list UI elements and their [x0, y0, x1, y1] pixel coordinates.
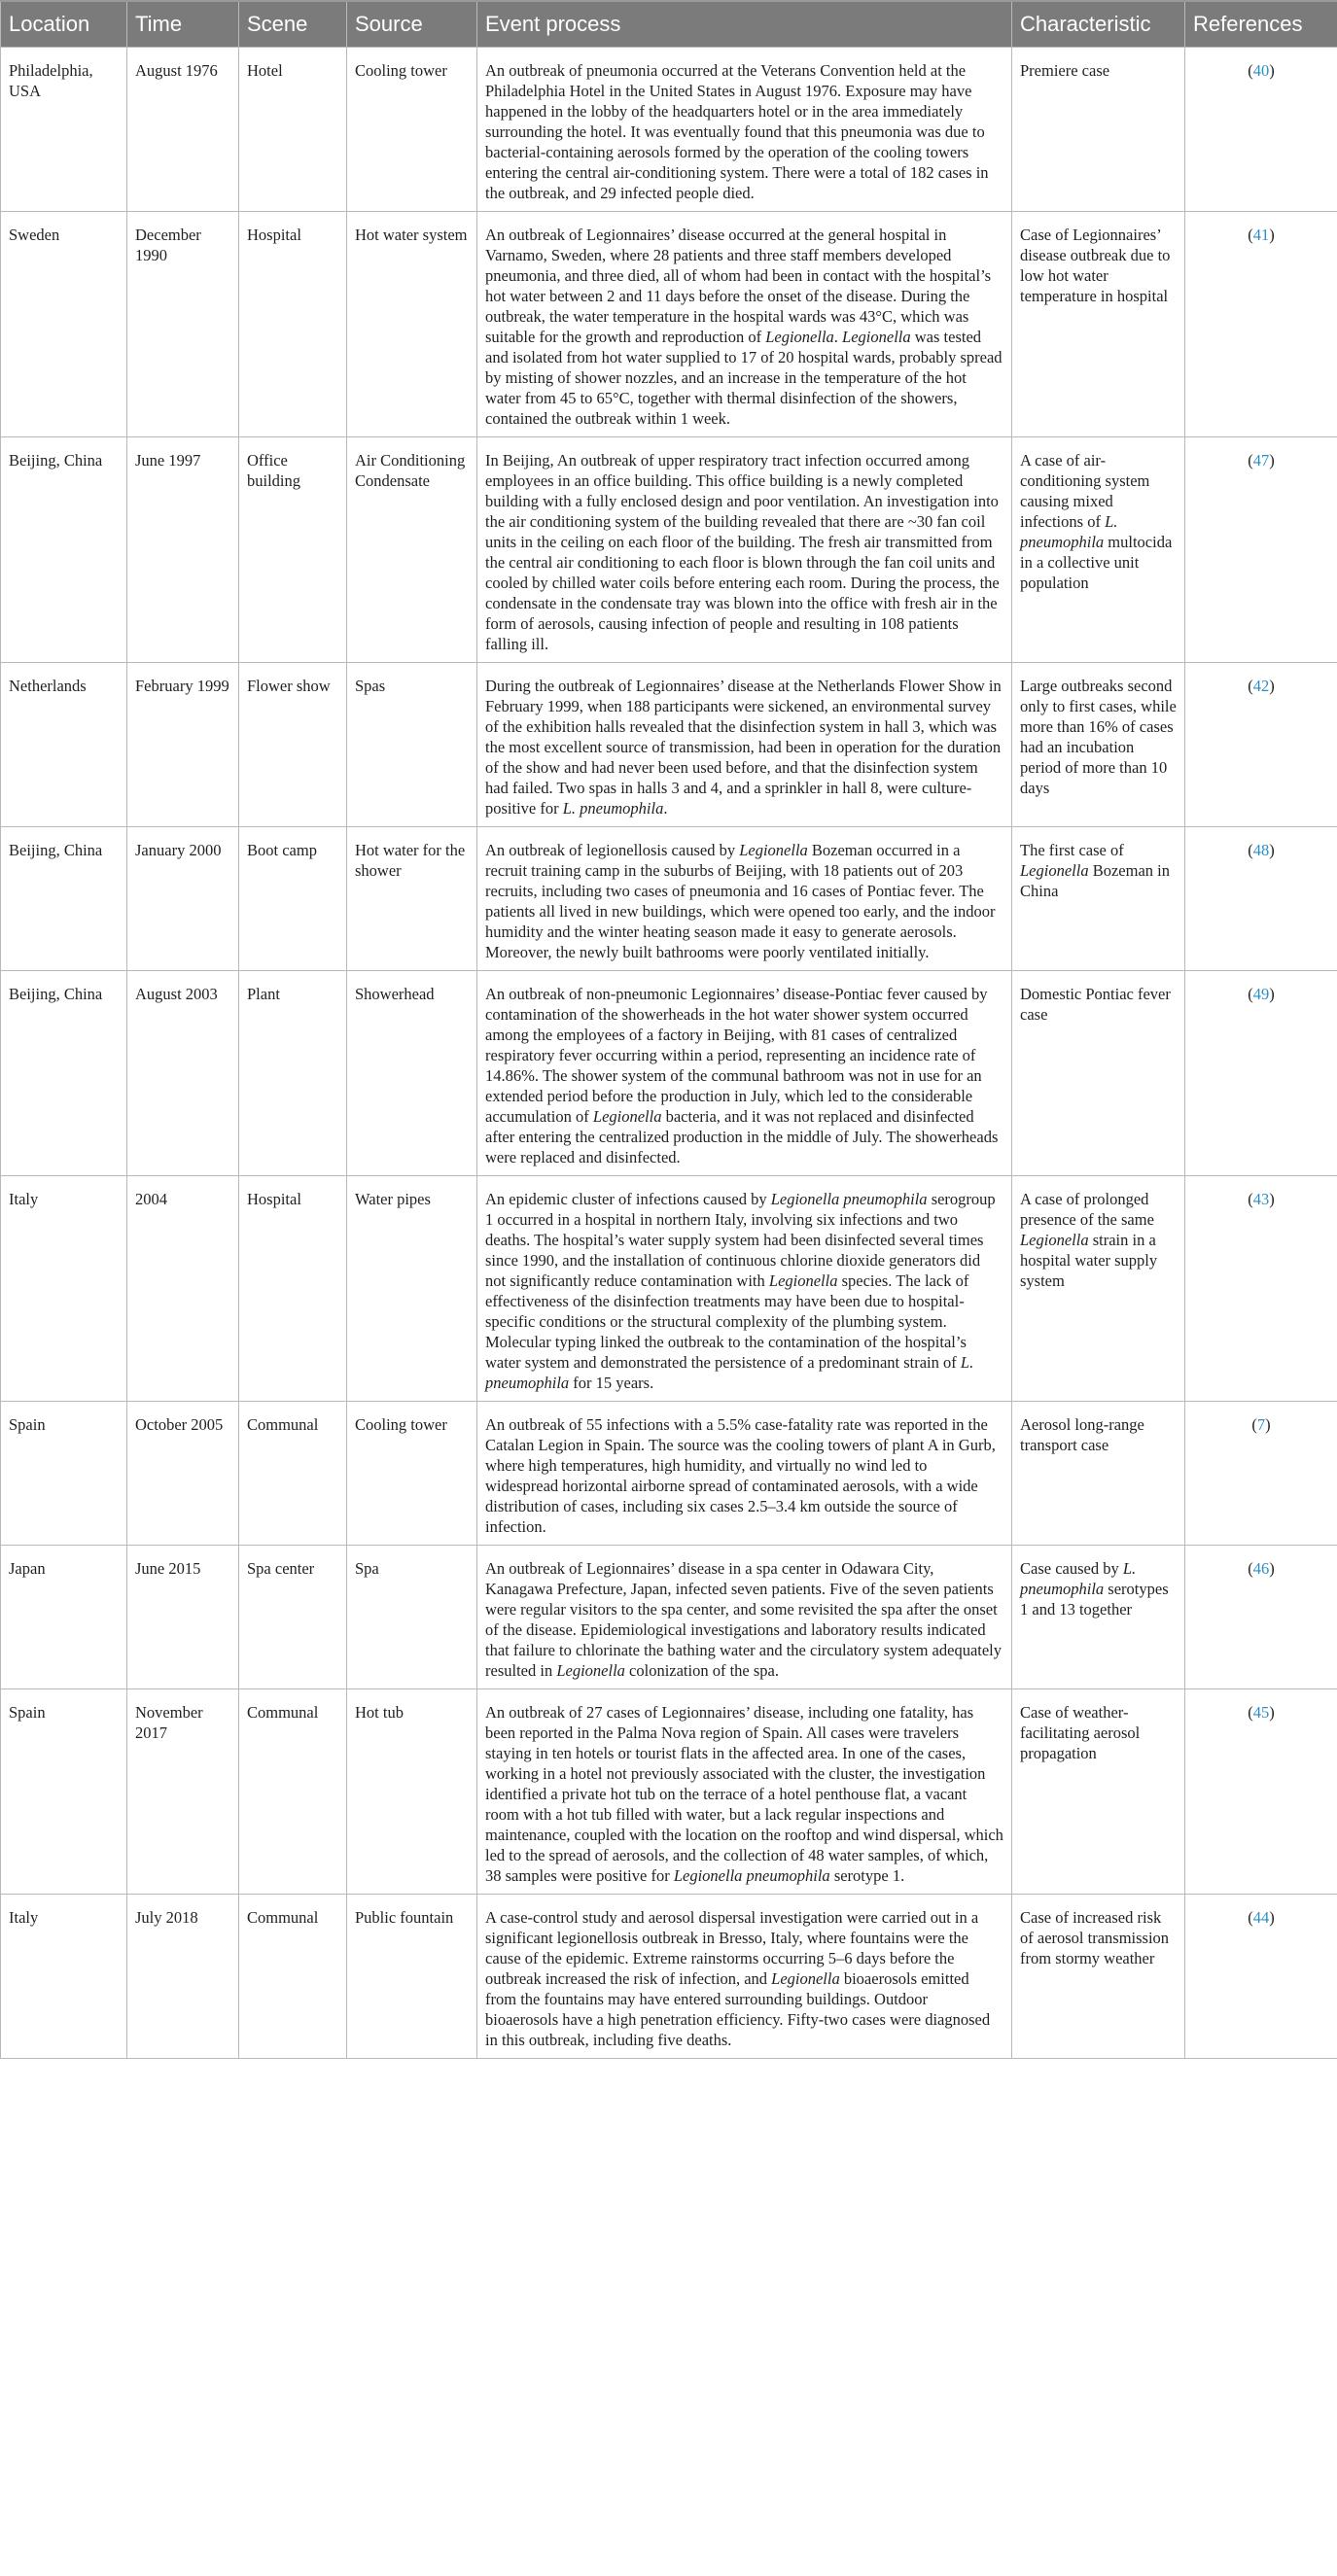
cell-characteristic: Aerosol long-range transport case	[1012, 1402, 1185, 1546]
cell-time: February 1999	[127, 663, 239, 827]
cell-event-process: An outbreak of pneumonia occurred at the Veterans Convention held at the Philadelphia Hotel in the United States in August 1976. Exposure may have happened in the lobby of the headquarters hotel or in the area immediately surrounding the hotel. It was eventually found that this pneumonia was due to bacterial-containing aerosols formed by the operation of the cooling towers entering the central air-conditioning system. There were a total of 182 cases in the outbreak, and 29 infected people died.	[477, 48, 1012, 212]
table-row	[1, 971, 1337, 1176]
cell-time: June 1997	[127, 437, 239, 663]
table-row	[1, 437, 1337, 663]
cell-location: Beijing, China	[1, 437, 127, 663]
reference-link[interactable]: 47	[1252, 451, 1270, 470]
cell-characteristic: The first case of Legionella Bozeman in China	[1012, 827, 1185, 971]
table-row	[1, 663, 1337, 827]
cell-scene: Communal	[239, 1895, 347, 2059]
cell-event-process: In Beijing, An outbreak of upper respiratory tract infection occurred among employees in an office building. This office building is a newly completed building with a fully enclosed design and poor ventilation. An investigation into the air conditioning system of the building revealed that there are ~30 fan coil units in the ceiling on each floor of the building. The fresh air transmitted from the central air conditioning to each floor is blown through the fan coil units and cooled by chilled water coils before entering each room. During the process, the condensate in the condensate tray was blown into the office with fresh air in the form of aerosols, causing infection of people and resulting in 108 patients falling ill.	[477, 437, 1012, 663]
cell-event-process: An outbreak of 55 infections with a 5.5% case-fatality rate was reported in the Catalan Legion in Spain. The source was the cooling towers of plant A in Gurb, where high temperatures, high humidity, and virtually no wind led to widespread horizontal airborne spread of contaminated aerosols, with a wide distribution of cases, including six cases 2.5–3.4 km outside the source of infection.	[477, 1402, 1012, 1546]
cell-location: Spain	[1, 1402, 127, 1546]
cell-reference: (48)	[1185, 827, 1337, 971]
cell-source: Cooling tower	[347, 48, 477, 212]
cell-source: Showerhead	[347, 971, 477, 1176]
cell-event-process: An outbreak of Legionnaires’ disease occurred at the general hospital in Varnamo, Sweden, where 28 patients and three staff members developed pneumonia, and three died, all of whom had been in contact with the hospital’s hot water between 2 and 11 days before the onset of the disease. During the outbreak, the water temperature in the hospital wards was 43°C, which was suitable for the growth and reproduction of Legionella. Legionella was tested and isolated from hot water supplied to 17 of 20 hospital wards, probably spread by misting of shower nozzles, and an increase in the temperature of the hot water from 45 to 65°C, together with thermal disinfection of the showers, contained the outbreak within 1 week.	[477, 212, 1012, 437]
header-source: Source	[347, 1, 477, 48]
cell-source: Water pipes	[347, 1176, 477, 1402]
cell-scene: Hotel	[239, 48, 347, 212]
cell-location: Beijing, China	[1, 827, 127, 971]
header-scene: Scene	[239, 1, 347, 48]
cell-reference: (40)	[1185, 48, 1337, 212]
cell-characteristic: A case of prolonged presence of the same Legionella strain in a hospital water supply system	[1012, 1176, 1185, 1402]
header-event-process: Event process	[477, 1, 1012, 48]
cell-location: Netherlands	[1, 663, 127, 827]
cell-scene: Flower show	[239, 663, 347, 827]
cell-scene: Communal	[239, 1402, 347, 1546]
cell-characteristic: Large outbreaks second only to first cases, while more than 16% of cases had an incubation period of more than 10 days	[1012, 663, 1185, 827]
cell-time: 2004	[127, 1176, 239, 1402]
cell-time: July 2018	[127, 1895, 239, 2059]
header-references: References	[1185, 1, 1337, 48]
cell-reference: (43)	[1185, 1176, 1337, 1402]
cell-characteristic: Domestic Pontiac fever case	[1012, 971, 1185, 1176]
cell-time: October 2005	[127, 1402, 239, 1546]
table-row	[1, 1176, 1337, 1402]
cell-source: Hot water system	[347, 212, 477, 437]
header-location: Location	[1, 1, 127, 48]
cell-characteristic: Case caused by L. pneumophila serotypes 1 and 13 together	[1012, 1546, 1185, 1689]
cell-source: Cooling tower	[347, 1402, 477, 1546]
cell-location: Beijing, China	[1, 971, 127, 1176]
cell-characteristic: Case of weather-facilitating aerosol propagation	[1012, 1689, 1185, 1895]
reference-link[interactable]: 7	[1256, 1415, 1266, 1434]
table-row	[1, 212, 1337, 437]
cell-characteristic: Case of increased risk of aerosol transmission from stormy weather	[1012, 1895, 1185, 2059]
cell-event-process: An epidemic cluster of infections caused by Legionella pneumophila serogroup 1 occurred in a hospital in northern Italy, involving six infections and two deaths. The hospital’s water supply system had been disinfected several times since 1990, and the installation of continuous chlorine dioxide generators did not significantly reduce contamination with Legionella species. The lack of effectiveness of the disinfection treatments may have been due to hospital-specific conditions or the structural complexity of the plumbing system. Molecular typing linked the outbreak to the contamination of the hospital’s water system and demonstrated the persistence of a predominant strain of L. pneumophila for 15 years.	[477, 1176, 1012, 1402]
cell-location: Japan	[1, 1546, 127, 1689]
cell-reference: (44)	[1185, 1895, 1337, 2059]
cell-event-process: During the outbreak of Legionnaires’ disease at the Netherlands Flower Show in February 1999, when 188 participants were sickened, an environmental survey of the exhibition halls revealed that the disinfection system in hall 3, which was the most excellent source of transmission, had been in operation for the duration of the show and had never been used before, and that the disinfection system had failed. Two spas in halls 3 and 4, and a sprinkler in hall 8, were culture-positive for L. pneumophila.	[477, 663, 1012, 827]
cell-source: Public fountain	[347, 1895, 477, 2059]
cell-characteristic: A case of air-conditioning system causing mixed infections of L. pneumophila multocida in a collective unit population	[1012, 437, 1185, 663]
cell-reference: (41)	[1185, 212, 1337, 437]
cell-characteristic: Case of Legionnaires’ disease outbreak due to low hot water temperature in hospital	[1012, 212, 1185, 437]
table-row	[1, 1546, 1337, 1689]
cell-location: Italy	[1, 1176, 127, 1402]
table-row	[1, 827, 1337, 971]
reference-link[interactable]: 44	[1252, 1908, 1270, 1927]
reference-link[interactable]: 49	[1252, 985, 1270, 1003]
cell-reference: (47)	[1185, 437, 1337, 663]
cell-scene: Boot camp	[239, 827, 347, 971]
table-row	[1, 1895, 1337, 2059]
cell-source: Spas	[347, 663, 477, 827]
cell-scene: Hospital	[239, 1176, 347, 1402]
reference-link[interactable]: 43	[1252, 1190, 1270, 1208]
cell-time: November 2017	[127, 1689, 239, 1895]
cell-scene: Plant	[239, 971, 347, 1176]
cell-scene: Office building	[239, 437, 347, 663]
cell-time: January 2000	[127, 827, 239, 971]
cell-reference: (46)	[1185, 1546, 1337, 1689]
reference-link[interactable]: 48	[1252, 841, 1270, 859]
cell-time: December 1990	[127, 212, 239, 437]
cell-location: Sweden	[1, 212, 127, 437]
reference-link[interactable]: 41	[1252, 226, 1270, 244]
table-body	[1, 48, 1337, 2059]
cell-event-process: An outbreak of legionellosis caused by Legionella Bozeman occurred in a recruit training camp in the suburbs of Beijing, with 18 patients out of 203 recruits, including two cases of pneumonia and 16 cases of Pontiac fever. The patients all lived in new buildings, which were opened too early, and the indoor humidity and the winter heating season made it easy to generate aerosols. Moreover, the newly built bathrooms were poorly ventilated initially.	[477, 827, 1012, 971]
header-time: Time	[127, 1, 239, 48]
cell-event-process: An outbreak of 27 cases of Legionnaires’ disease, including one fatality, has been reported in the Palma Nova region of Spain. All cases were travelers staying in ten hotels or tourist flats in the affected area. In one of the cases, working in a hotel not previously associated with the cluster, the investigation identified a private hot tub on the terrace of a hotel penthouse flat, a vacant room with a hot tub filled with water, but a lack regular inspections and maintenance, coupled with the location on the rooftop and wind dispersal, which led to the spread of aerosols, and the collection of 48 water samples, of which, 38 samples were positive for Legionella pneumophila serotype 1.	[477, 1689, 1012, 1895]
reference-link[interactable]: 45	[1252, 1703, 1270, 1722]
table-row	[1, 1689, 1337, 1895]
cell-location: Italy	[1, 1895, 127, 2059]
reference-link[interactable]: 42	[1252, 677, 1270, 695]
cell-source: Spa	[347, 1546, 477, 1689]
cell-characteristic: Premiere case	[1012, 48, 1185, 212]
cell-time: June 2015	[127, 1546, 239, 1689]
cell-time: August 2003	[127, 971, 239, 1176]
reference-link[interactable]: 40	[1252, 61, 1270, 80]
cell-reference: (49)	[1185, 971, 1337, 1176]
table-row	[1, 1402, 1337, 1546]
cell-time: August 1976	[127, 48, 239, 212]
cell-scene: Hospital	[239, 212, 347, 437]
cell-reference: (42)	[1185, 663, 1337, 827]
header-characteristic: Characteristic	[1012, 1, 1185, 48]
cell-source: Hot tub	[347, 1689, 477, 1895]
table-row	[1, 48, 1337, 212]
reference-link[interactable]: 46	[1252, 1559, 1270, 1578]
cell-event-process: An outbreak of Legionnaires’ disease in a spa center in Odawara City, Kanagawa Prefecture, Japan, infected seven patients. Five of the seven patients were regular visitors to the spa center, and some revisited the spa after the onset of the disease. Epidemiological investigations and laboratory results indicated that failure to chlorinate the bathing water and the circulatory system adequately resulted in Legionella colonization of the spa.	[477, 1546, 1012, 1689]
cell-reference: (7)	[1185, 1402, 1337, 1546]
cell-scene: Spa center	[239, 1546, 347, 1689]
cell-source: Hot water for the shower	[347, 827, 477, 971]
cell-location: Philadelphia, USA	[1, 48, 127, 212]
table-header-row	[1, 1, 1337, 48]
cell-event-process: A case-control study and aerosol dispersal investigation were carried out in a significant legionellosis outbreak in Bresso, Italy, where fountains were the cause of the epidemic. Extreme rainstorms occurring 5–6 days before the outbreak increased the risk of infection, and Legionella bioaerosols emitted from the fountains may have entered surrounding buildings. Outdoor bioaerosols have a high penetration efficiency. Fifty-two cases were diagnosed in this outbreak, including five deaths.	[477, 1895, 1012, 2059]
cell-source: Air Conditioning Condensate	[347, 437, 477, 663]
cell-scene: Communal	[239, 1689, 347, 1895]
cell-location: Spain	[1, 1689, 127, 1895]
cell-event-process: An outbreak of non-pneumonic Legionnaires’ disease-Pontiac fever caused by contamination of the showerheads in the hot water shower system occurred among the employees of a factory in Beijing, with 81 cases of centralized respiratory fever occurring within a period, representing an incidence rate of 14.86%. The shower system of the communal bathroom was not in use for an extended period before the production in July, which led to the considerable accumulation of Legionella bacteria, and it was not replaced and disinfected after entering the centralized production in the middle of July. The showerheads were replaced and disinfected.	[477, 971, 1012, 1176]
cell-reference: (45)	[1185, 1689, 1337, 1895]
